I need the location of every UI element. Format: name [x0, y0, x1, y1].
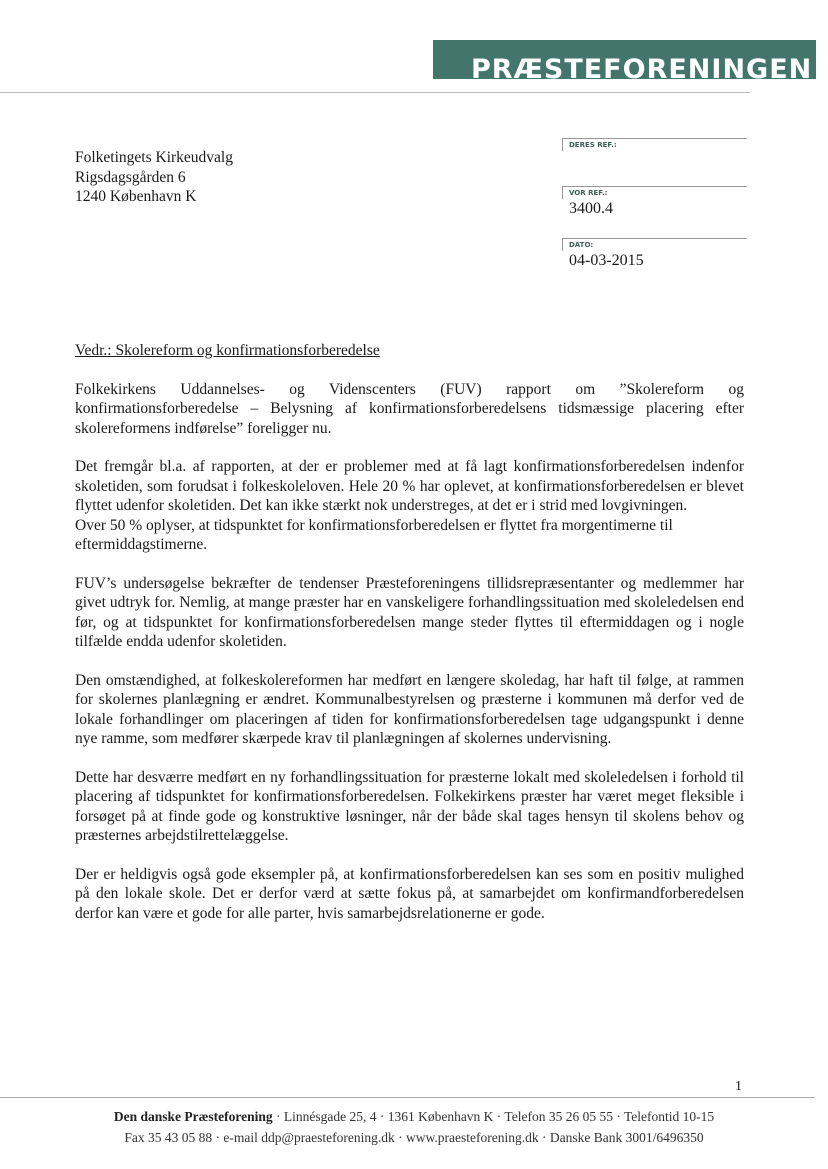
logo-text: PRÆSTEFORENINGEN [471, 54, 813, 79]
vor-ref-value: 3400.4 [569, 200, 613, 217]
header-divider [0, 92, 750, 93]
recipient-line: Rigsdagsgården 6 [75, 168, 186, 186]
footer-line-2: Fax 35 43 05 88 · e-mail ddp@praesteforening.dk · www.praesteforening.dk · Danske Bank 3001/6496350 [124, 1130, 704, 1145]
page-number: 1 [735, 1079, 742, 1094]
footer-line-1 [0, 1107, 828, 1126]
footer-address: · Linnésgade 25, 4 · 1361 København K · Telefon 35 26 05 55 · Telefontid 10-15 [272, 1109, 715, 1124]
body-paragraph: Folkekirkens Uddannelses- og Videnscenters (FUV) rapport om ”Skolereform og konfirmationsforberedelse – Belysning af konfirmationsforberedelsens tidsmæssige placering efter skolereformens indførelse” foreligger nu. [75, 380, 744, 437]
recipient-address [75, 148, 233, 207]
body-paragraph: Over 50 % oplyser, at tidspunktet for konfirmationsforberedelsen er flyttet fra morgentimerne til eftermiddagstimerne. [75, 516, 673, 554]
body-paragraph: Dette har desværre medført en ny forhandlingssituation for præsterne lokalt med skoleledelsen i forhold til placering af tidspunktet for konfirmationsforberedelsen. Folkekirkens præster har været meget fleksible i forsøget på at finde gode og konstruktive løsninger, når der både skal tages hensyn til skolens behov og præsternes arbejdstilrettelæggelse. [75, 768, 744, 845]
dato-value: 04-03-2015 [569, 252, 644, 269]
footer-org-name: Den danske Præsteforening [113, 1109, 273, 1124]
logo-banner [433, 40, 816, 79]
letter-body [75, 341, 744, 942]
dato-field [562, 238, 747, 269]
dato-label: DATO: [569, 241, 594, 249]
body-paragraph: FUV’s undersøgelse bekræfter de tendenser Præsteforeningens tillidsrepræsentanter og medlemmer har givet udtryk for. Nemlig, at mange præster har en vanskeligere forhandlingssituation med skoleledelsen end før, og at tidspunktet for konfirmationsforberedelsen mange steder flyttes til eftermiddagen og i nogle tilfælde endda udenfor skoletiden. [75, 574, 744, 651]
footer-divider [0, 1097, 815, 1098]
recipient-line: Folketingets Kirkeudvalg [75, 149, 233, 166]
deres-ref-label: DERES REF.: [569, 141, 617, 149]
body-paragraph: Den omstændighed, at folkeskolereformen har medført en længere skoledag, har haft til følge, at rammen for skolernes planlægning er ændret. Kommunalbestyrelsen og præsterne i kommunen må derfor ved de lokale forhandlinger om placeringen af tiden for konfirmationsforberedelsen tage udgangspunkt i denne nye ramme, som medfører skærpede krav til planlægningen af skolernes undervisning. [75, 671, 744, 748]
vor-ref-field [562, 186, 747, 217]
recipient-line: 1240 København K [75, 188, 197, 205]
vor-ref-label: VOR REF.: [569, 189, 608, 197]
deres-ref-field [562, 138, 747, 151]
subject-line: Vedr.: Skolereform og konfirmationsforberedelse [75, 342, 380, 359]
body-paragraph: Det fremgår bl.a. af rapporten, at der er problemer med at få lagt konfirmationsforberedelsen indenfor skoletiden, som forudsat i folkeskoleloven. Hele 20 % har oplevet, at konfirmationsforberedelsen er blevet flyttet udenfor skoletiden. Det kan ikke stærkt nok understreges, at det er i strid med lovgivningen. [75, 458, 744, 515]
body-paragraph: Der er heldigvis også gode eksempler på, at konfirmationsforberedelsen kan ses som en positiv mulighed på den lokale skole. Det er derfor værd at sætte fokus på, at samarbejdet om konfirmandforberedelsen derfor kan være et gode for alle parter, hvis samarbejdsrelationerne er gode. [75, 865, 744, 922]
